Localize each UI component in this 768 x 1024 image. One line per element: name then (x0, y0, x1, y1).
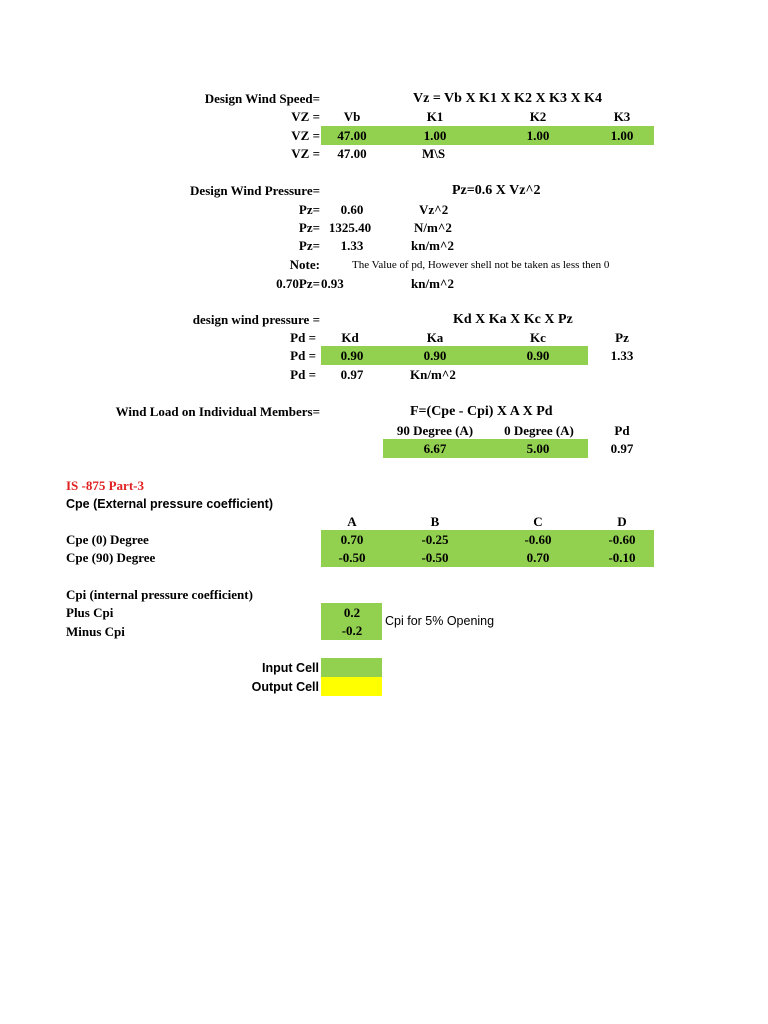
speed-formula: Vz = Vb X K1 X K2 X K3 X K4 (413, 91, 602, 106)
wind-load-90-cell: 6.67 (423, 441, 447, 456)
pressure-label: Design Wind Pressure= (190, 183, 320, 198)
wind-load-header-pd: Pd (614, 423, 630, 438)
pd-formula: Kd X Ka X Kc X Pz (453, 312, 573, 327)
legend-input-swatch (321, 658, 382, 677)
speed-result-value: 47.00 (337, 146, 367, 161)
pressure-row3-label: Pz= (298, 238, 320, 253)
minus-cpi-cell[interactable]: -0.2 (341, 623, 363, 638)
pd-label: design wind pressure = (192, 312, 320, 327)
pd-row-label: Pd = (290, 348, 316, 363)
min-pressure-value: 0.93 (321, 276, 344, 291)
speed-result-label: VZ = (291, 146, 320, 161)
pressure-row3-unit: kn/m^2 (411, 238, 454, 253)
cpe-title: Cpe (External pressure coefficient) (66, 497, 274, 511)
pd-header-pz: Pz (615, 330, 629, 345)
pressure-row2-unit: N/m^2 (414, 220, 452, 235)
cpi-title: Cpi (internal pressure coefficient) (66, 587, 253, 602)
pressure-row2-value: 1325.40 (328, 220, 372, 235)
pressure-row2-label: Pz= (298, 220, 320, 235)
cpe-row1-label: Cpe (90) Degree (66, 550, 156, 565)
pd-kd-cell[interactable]: 0.90 (340, 348, 364, 363)
speed-k3-cell[interactable]: 1.00 (610, 128, 634, 143)
is875-title: IS -875 Part-3 (66, 478, 144, 493)
note-text: The Value of pd, However shell not be taken as less then 0 (352, 259, 610, 271)
pd-header-ka: Ka (426, 330, 444, 345)
speed-vb-cell[interactable]: 47.00 (337, 128, 367, 143)
min-pressure-unit: kn/m^2 (411, 276, 454, 291)
legend-input-label: Input Cell (262, 661, 319, 675)
note-label: Note: (289, 257, 320, 272)
pressure-formula: Pz=0.6 X Vz^2 (452, 183, 541, 198)
cpe-row0-b[interactable]: -0.25 (421, 532, 449, 547)
cpe-row1-a[interactable]: -0.50 (338, 550, 366, 565)
cpe-col-d: D (617, 514, 627, 529)
pd-header-label: Pd = (290, 330, 316, 345)
pd-result-label: Pd = (290, 367, 316, 382)
wind-load-header-90: 90 Degree (A) (396, 423, 474, 438)
speed-header-k1: K1 (426, 109, 444, 124)
speed-k2-cell[interactable]: 1.00 (526, 128, 550, 143)
speed-k1-cell[interactable]: 1.00 (423, 128, 447, 143)
speed-header-vb: Vb (343, 109, 361, 124)
cpe-col-b: B (430, 514, 440, 529)
legend-output-swatch (321, 677, 382, 696)
pressure-row3-value: 1.33 (340, 238, 364, 253)
pd-result-unit: Kn/m^2 (410, 367, 456, 382)
plus-cpi-cell[interactable]: 0.2 (343, 605, 361, 620)
speed-row-label: VZ = (291, 128, 320, 143)
cpe-row0-c[interactable]: -0.60 (524, 532, 552, 547)
pd-header-kd: Kd (341, 330, 359, 345)
pd-result-value: 0.97 (340, 367, 364, 382)
cpe-row0-d[interactable]: -0.60 (608, 532, 636, 547)
cpe-row1-c[interactable]: 0.70 (526, 550, 550, 565)
cpe-row0-label: Cpe (0) Degree (66, 532, 149, 547)
speed-result-unit: M\S (422, 146, 446, 161)
min-pressure-label: 0.70Pz= (276, 276, 320, 291)
speed-header-label: VZ = (291, 109, 320, 124)
cpe-row1-b[interactable]: -0.50 (421, 550, 449, 565)
wind-load-0-cell: 5.00 (526, 441, 550, 456)
cpe-col-a: A (347, 514, 357, 529)
minus-cpi-label: Minus Cpi (66, 624, 125, 639)
speed-label: Design Wind Speed= (204, 91, 320, 106)
wind-load-label: Wind Load on Individual Members= (115, 404, 320, 419)
cpe-row1-d[interactable]: -0.10 (608, 550, 636, 565)
plus-cpi-label: Plus Cpi (66, 605, 114, 620)
wind-load-formula: F=(Cpe - Cpi) X A X Pd (410, 404, 553, 419)
wind-load-pd-cell: 0.97 (610, 441, 634, 456)
pressure-row1-label: Pz= (298, 202, 320, 217)
pressure-row1-unit: Vz^2 (419, 202, 449, 217)
legend-output-label: Output Cell (251, 680, 319, 694)
wind-load-header-0: 0 Degree (A) (504, 423, 574, 438)
pd-kc-cell[interactable]: 0.90 (526, 348, 550, 363)
cpi-note: Cpi for 5% Opening (385, 614, 495, 628)
pd-pz-cell: 1.33 (610, 348, 634, 363)
cpe-col-c: C (533, 514, 543, 529)
speed-header-k2: K2 (529, 109, 547, 124)
pd-header-kc: Kc (530, 330, 546, 345)
pressure-row1-value: 0.60 (340, 202, 364, 217)
pd-ka-cell[interactable]: 0.90 (423, 348, 447, 363)
speed-header-k3: K3 (613, 109, 631, 124)
cpe-row0-a[interactable]: 0.70 (340, 532, 364, 547)
